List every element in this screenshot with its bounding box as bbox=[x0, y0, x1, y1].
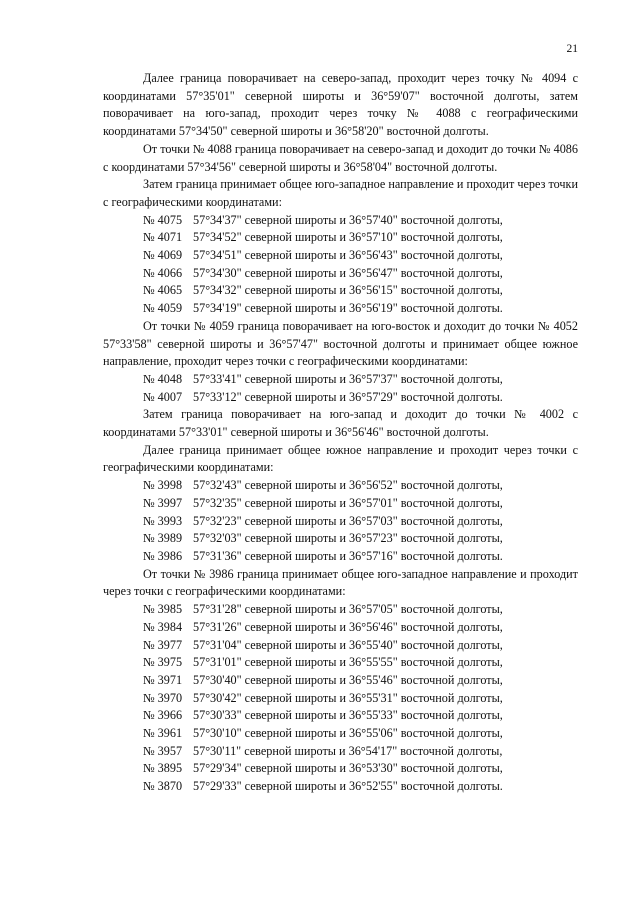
coordinate-row bbox=[103, 300, 578, 318]
coordinate-row bbox=[103, 725, 578, 743]
coordinate-row bbox=[103, 707, 578, 725]
coordinate-row bbox=[103, 530, 578, 548]
point-coordinates: 57°33'41" северной широты и 36°57'37" восточной долготы, bbox=[193, 371, 503, 386]
point-number: № 4065 bbox=[143, 283, 183, 298]
point-number: № 4059 bbox=[143, 301, 183, 316]
document-body bbox=[103, 70, 578, 796]
point-number: № 3971 bbox=[143, 672, 183, 687]
coordinate-row bbox=[103, 265, 578, 283]
point-coordinates: 57°34'52" северной широты и 36°57'10" восточной долготы, bbox=[193, 230, 503, 245]
paragraph: От точки № 4059 граница поворачивает на юго-восток и доходит до точки № 4052 57°33'58" северной широты и 36°57'47" восточной долготы и принимает общее южное направление, проходит через точки с географическими координатами: bbox=[103, 318, 578, 369]
point-number: № 3870 bbox=[143, 779, 183, 794]
point-coordinates: 57°31'28" северной широты и 36°57'05" восточной долготы, bbox=[193, 602, 503, 617]
coordinate-row bbox=[103, 619, 578, 637]
coordinate-row bbox=[103, 548, 578, 566]
point-number: № 3966 bbox=[143, 708, 183, 723]
coordinate-row bbox=[103, 601, 578, 619]
page-number: 21 bbox=[566, 43, 578, 55]
point-number: № 3998 bbox=[143, 478, 183, 493]
point-coordinates: 57°31'04" северной широты и 36°55'40" восточной долготы, bbox=[193, 637, 503, 652]
coordinate-row bbox=[103, 743, 578, 761]
coordinate-row bbox=[103, 760, 578, 778]
coordinate-row bbox=[103, 371, 578, 389]
point-coordinates: 57°33'12" северной широты и 36°57'29" восточной долготы. bbox=[193, 389, 503, 404]
point-number: № 4007 bbox=[143, 389, 183, 404]
point-number: № 4075 bbox=[143, 212, 183, 227]
coordinate-list bbox=[103, 477, 578, 566]
point-coordinates: 57°32'43" северной широты и 36°56'52" восточной долготы, bbox=[193, 478, 503, 493]
coordinate-list bbox=[103, 601, 578, 796]
coordinate-row bbox=[103, 637, 578, 655]
coordinate-row bbox=[103, 672, 578, 690]
point-coordinates: 57°31'36" северной широты и 36°57'16" восточной долготы. bbox=[193, 548, 503, 563]
point-coordinates: 57°30'40" северной широты и 36°55'46" восточной долготы, bbox=[193, 672, 503, 687]
point-coordinates: 57°32'03" северной широты и 36°57'23" восточной долготы, bbox=[193, 531, 503, 546]
point-coordinates: 57°34'30" северной широты и 36°56'47" восточной долготы, bbox=[193, 265, 503, 280]
coordinate-row bbox=[103, 389, 578, 407]
point-number: № 4069 bbox=[143, 248, 183, 263]
point-coordinates: 57°30'11" северной широты и 36°54'17" восточной долготы, bbox=[193, 743, 503, 758]
coordinate-row bbox=[103, 690, 578, 708]
point-number: № 3986 bbox=[143, 548, 183, 563]
paragraph: Далее граница поворачивает на северо-запад, проходит через точку № 4094 с координатами 57°35'01" северной широты и 36°59'07" восточной долготы, затем поворачивает на юго-запад, проходит через точку № 4088 с географическими координатами 57°34'50" северной широты и 36°58'20" восточной долготы. bbox=[103, 71, 578, 139]
point-number: № 3975 bbox=[143, 655, 183, 670]
point-coordinates: 57°30'10" северной широты и 36°55'06" восточной долготы, bbox=[193, 726, 503, 741]
point-number: № 3997 bbox=[143, 495, 183, 510]
point-number: № 3977 bbox=[143, 637, 183, 652]
point-number: № 4048 bbox=[143, 371, 183, 386]
point-number: № 3984 bbox=[143, 619, 183, 634]
point-coordinates: 57°29'34" северной широты и 36°53'30" восточной долготы, bbox=[193, 761, 503, 776]
point-number: № 4066 bbox=[143, 265, 183, 280]
point-coordinates: 57°34'37" северной широты и 36°57'40" восточной долготы, bbox=[193, 212, 503, 227]
point-number: № 3957 bbox=[143, 743, 183, 758]
coordinate-row bbox=[103, 229, 578, 247]
point-coordinates: 57°34'51" северной широты и 36°56'43" восточной долготы, bbox=[193, 248, 503, 263]
coordinate-row bbox=[103, 212, 578, 230]
point-coordinates: 57°31'01" северной широты и 36°55'55" восточной долготы, bbox=[193, 655, 503, 670]
point-number: № 3985 bbox=[143, 602, 183, 617]
coordinate-row bbox=[103, 513, 578, 531]
coordinate-row bbox=[103, 495, 578, 513]
point-coordinates: 57°30'42" северной широты и 36°55'31" восточной долготы, bbox=[193, 690, 503, 705]
coordinate-row bbox=[103, 282, 578, 300]
paragraph: Затем граница поворачивает на юго-запад и доходит до точки № 4002 с координатами 57°33'01" северной широты и 36°56'46" восточной долготы. bbox=[103, 407, 578, 440]
point-coordinates: 57°29'33" северной широты и 36°52'55" восточной долготы. bbox=[193, 779, 503, 794]
coordinate-row bbox=[103, 778, 578, 796]
point-coordinates: 57°32'23" северной широты и 36°57'03" восточной долготы, bbox=[193, 513, 503, 528]
point-number: № 3970 bbox=[143, 690, 183, 705]
coordinate-row bbox=[103, 247, 578, 265]
point-number: № 4071 bbox=[143, 230, 183, 245]
point-number: № 3993 bbox=[143, 513, 183, 528]
paragraph: От точки № 4088 граница поворачивает на северо-запад и доходит до точки № 4086 с координатами 57°34'56" северной широты и 36°58'04" восточной долготы. bbox=[103, 141, 578, 174]
coordinate-list bbox=[103, 212, 578, 318]
paragraph: Затем граница принимает общее юго-западное направление и проходит через точки с географическими координатами: bbox=[103, 177, 578, 209]
point-number: № 3989 bbox=[143, 531, 183, 546]
coordinate-row bbox=[103, 654, 578, 672]
point-coordinates: 57°34'19" северной широты и 36°56'19" восточной долготы. bbox=[193, 301, 503, 316]
point-coordinates: 57°34'32" северной широты и 36°56'15" восточной долготы, bbox=[193, 283, 503, 298]
point-coordinates: 57°30'33" северной широты и 36°55'33" восточной долготы, bbox=[193, 708, 503, 723]
paragraph: Далее граница принимает общее южное направление и проходит через точки с географическими координатами: bbox=[103, 442, 578, 475]
coordinate-row bbox=[103, 477, 578, 495]
point-coordinates: 57°31'26" северной широты и 36°56'46" восточной долготы, bbox=[193, 619, 503, 634]
point-number: № 3961 bbox=[143, 726, 183, 741]
coordinate-list bbox=[103, 371, 578, 406]
point-number: № 3895 bbox=[143, 761, 183, 776]
paragraph: От точки № 3986 граница принимает общее юго-западное направление и проходит через точки с географическими координатами: bbox=[103, 566, 578, 599]
point-coordinates: 57°32'35" северной широты и 36°57'01" восточной долготы, bbox=[193, 495, 503, 510]
